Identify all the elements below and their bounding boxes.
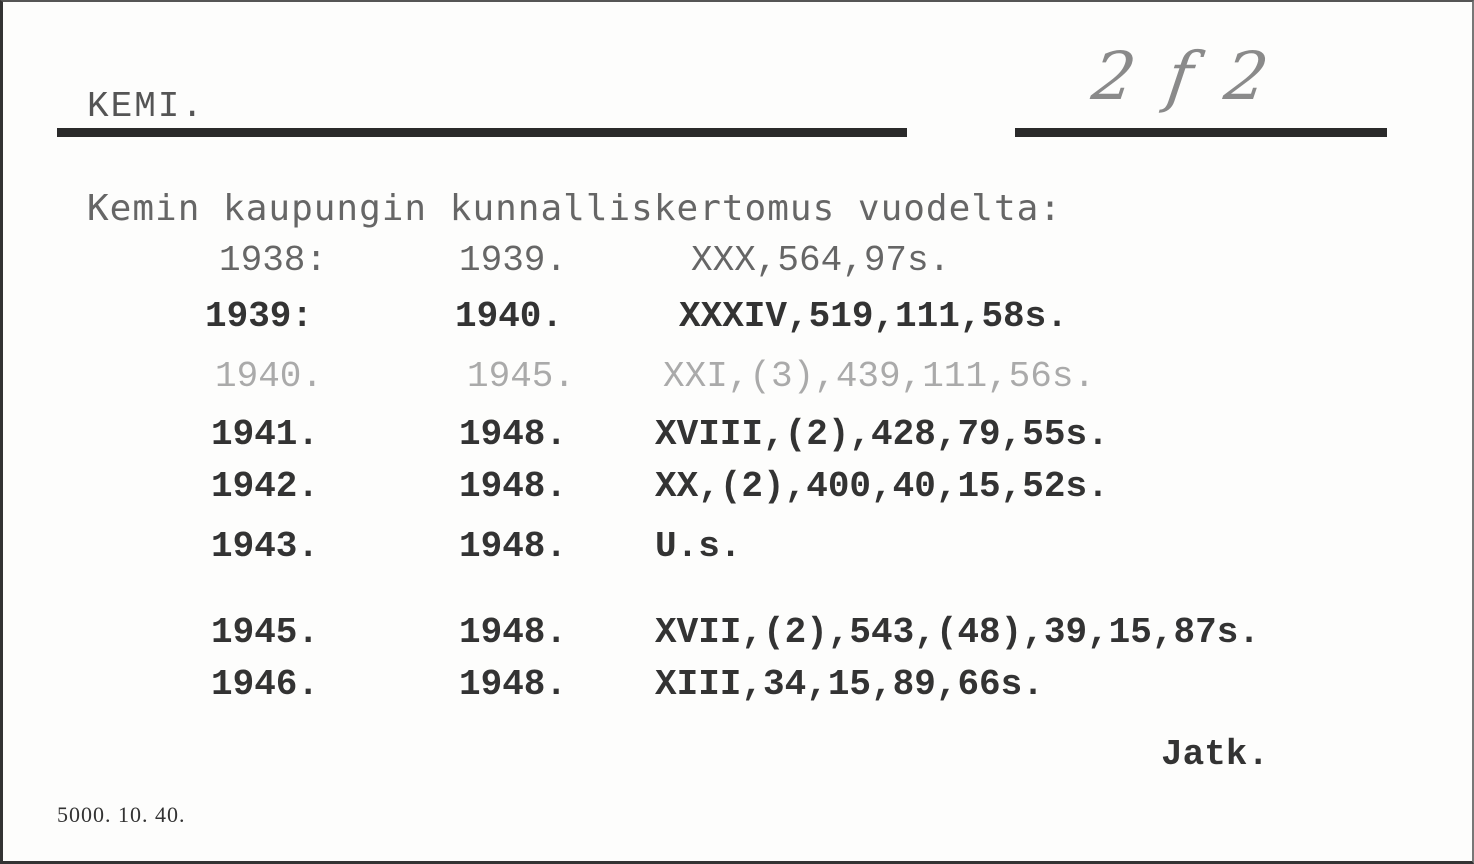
entry-published: 1948. — [459, 414, 568, 455]
entry-year: 1943. — [211, 526, 320, 567]
entry-row — [3, 526, 1474, 570]
entry-row — [3, 414, 1474, 458]
entry-description: XIII,34,15,89,66s. — [655, 664, 1044, 705]
entry-description: XXX,564,97s. — [691, 240, 951, 281]
entry-year: 1945. — [211, 612, 320, 653]
entry-published: 1948. — [459, 664, 568, 705]
continued-note: Jatk. — [1161, 734, 1270, 775]
intro-text: Kemin kaupungin kunnalliskertomus vuodelta: — [87, 188, 1062, 229]
entry-description: XX,(2),400,40,15,52s. — [655, 466, 1109, 507]
entry-row — [3, 664, 1474, 708]
entry-year: 1946. — [211, 664, 320, 705]
print-run-note: 5000. 10. 40. — [57, 802, 186, 827]
entry-row — [3, 240, 1474, 284]
entry-year: 1941. — [211, 414, 320, 455]
handwritten-shelfmark: 2 f 2 — [1087, 38, 1279, 115]
card-heading: KEMI. — [87, 86, 206, 127]
entry-row — [3, 466, 1474, 510]
entry-published: 1948. — [459, 612, 568, 653]
shelfmark-underline — [1015, 128, 1387, 137]
entry-row — [3, 296, 1474, 340]
entry-year: 1942. — [211, 466, 320, 507]
entry-description: XVIII,(2),428,79,55s. — [655, 414, 1109, 455]
entry-year: 1940. — [215, 356, 324, 397]
entry-year: 1939: — [205, 296, 314, 337]
entry-year: 1938: — [219, 240, 328, 281]
entry-published: 1940. — [455, 296, 564, 337]
entry-published: 1939. — [459, 240, 568, 281]
entry-row — [3, 612, 1474, 656]
entry-description: XVII,(2),543,(48),39,15,87s. — [655, 612, 1260, 653]
entry-description: XXI,(3),439,111,56s. — [663, 356, 1096, 397]
entry-published: 1945. — [467, 356, 576, 397]
heading-underline — [57, 128, 907, 137]
entry-row — [3, 356, 1474, 400]
entry-published: 1948. — [459, 526, 568, 567]
entry-description: XXXIV,519,111,58s. — [679, 296, 1068, 337]
entry-published: 1948. — [459, 466, 568, 507]
entry-description: U.s. — [655, 526, 742, 567]
